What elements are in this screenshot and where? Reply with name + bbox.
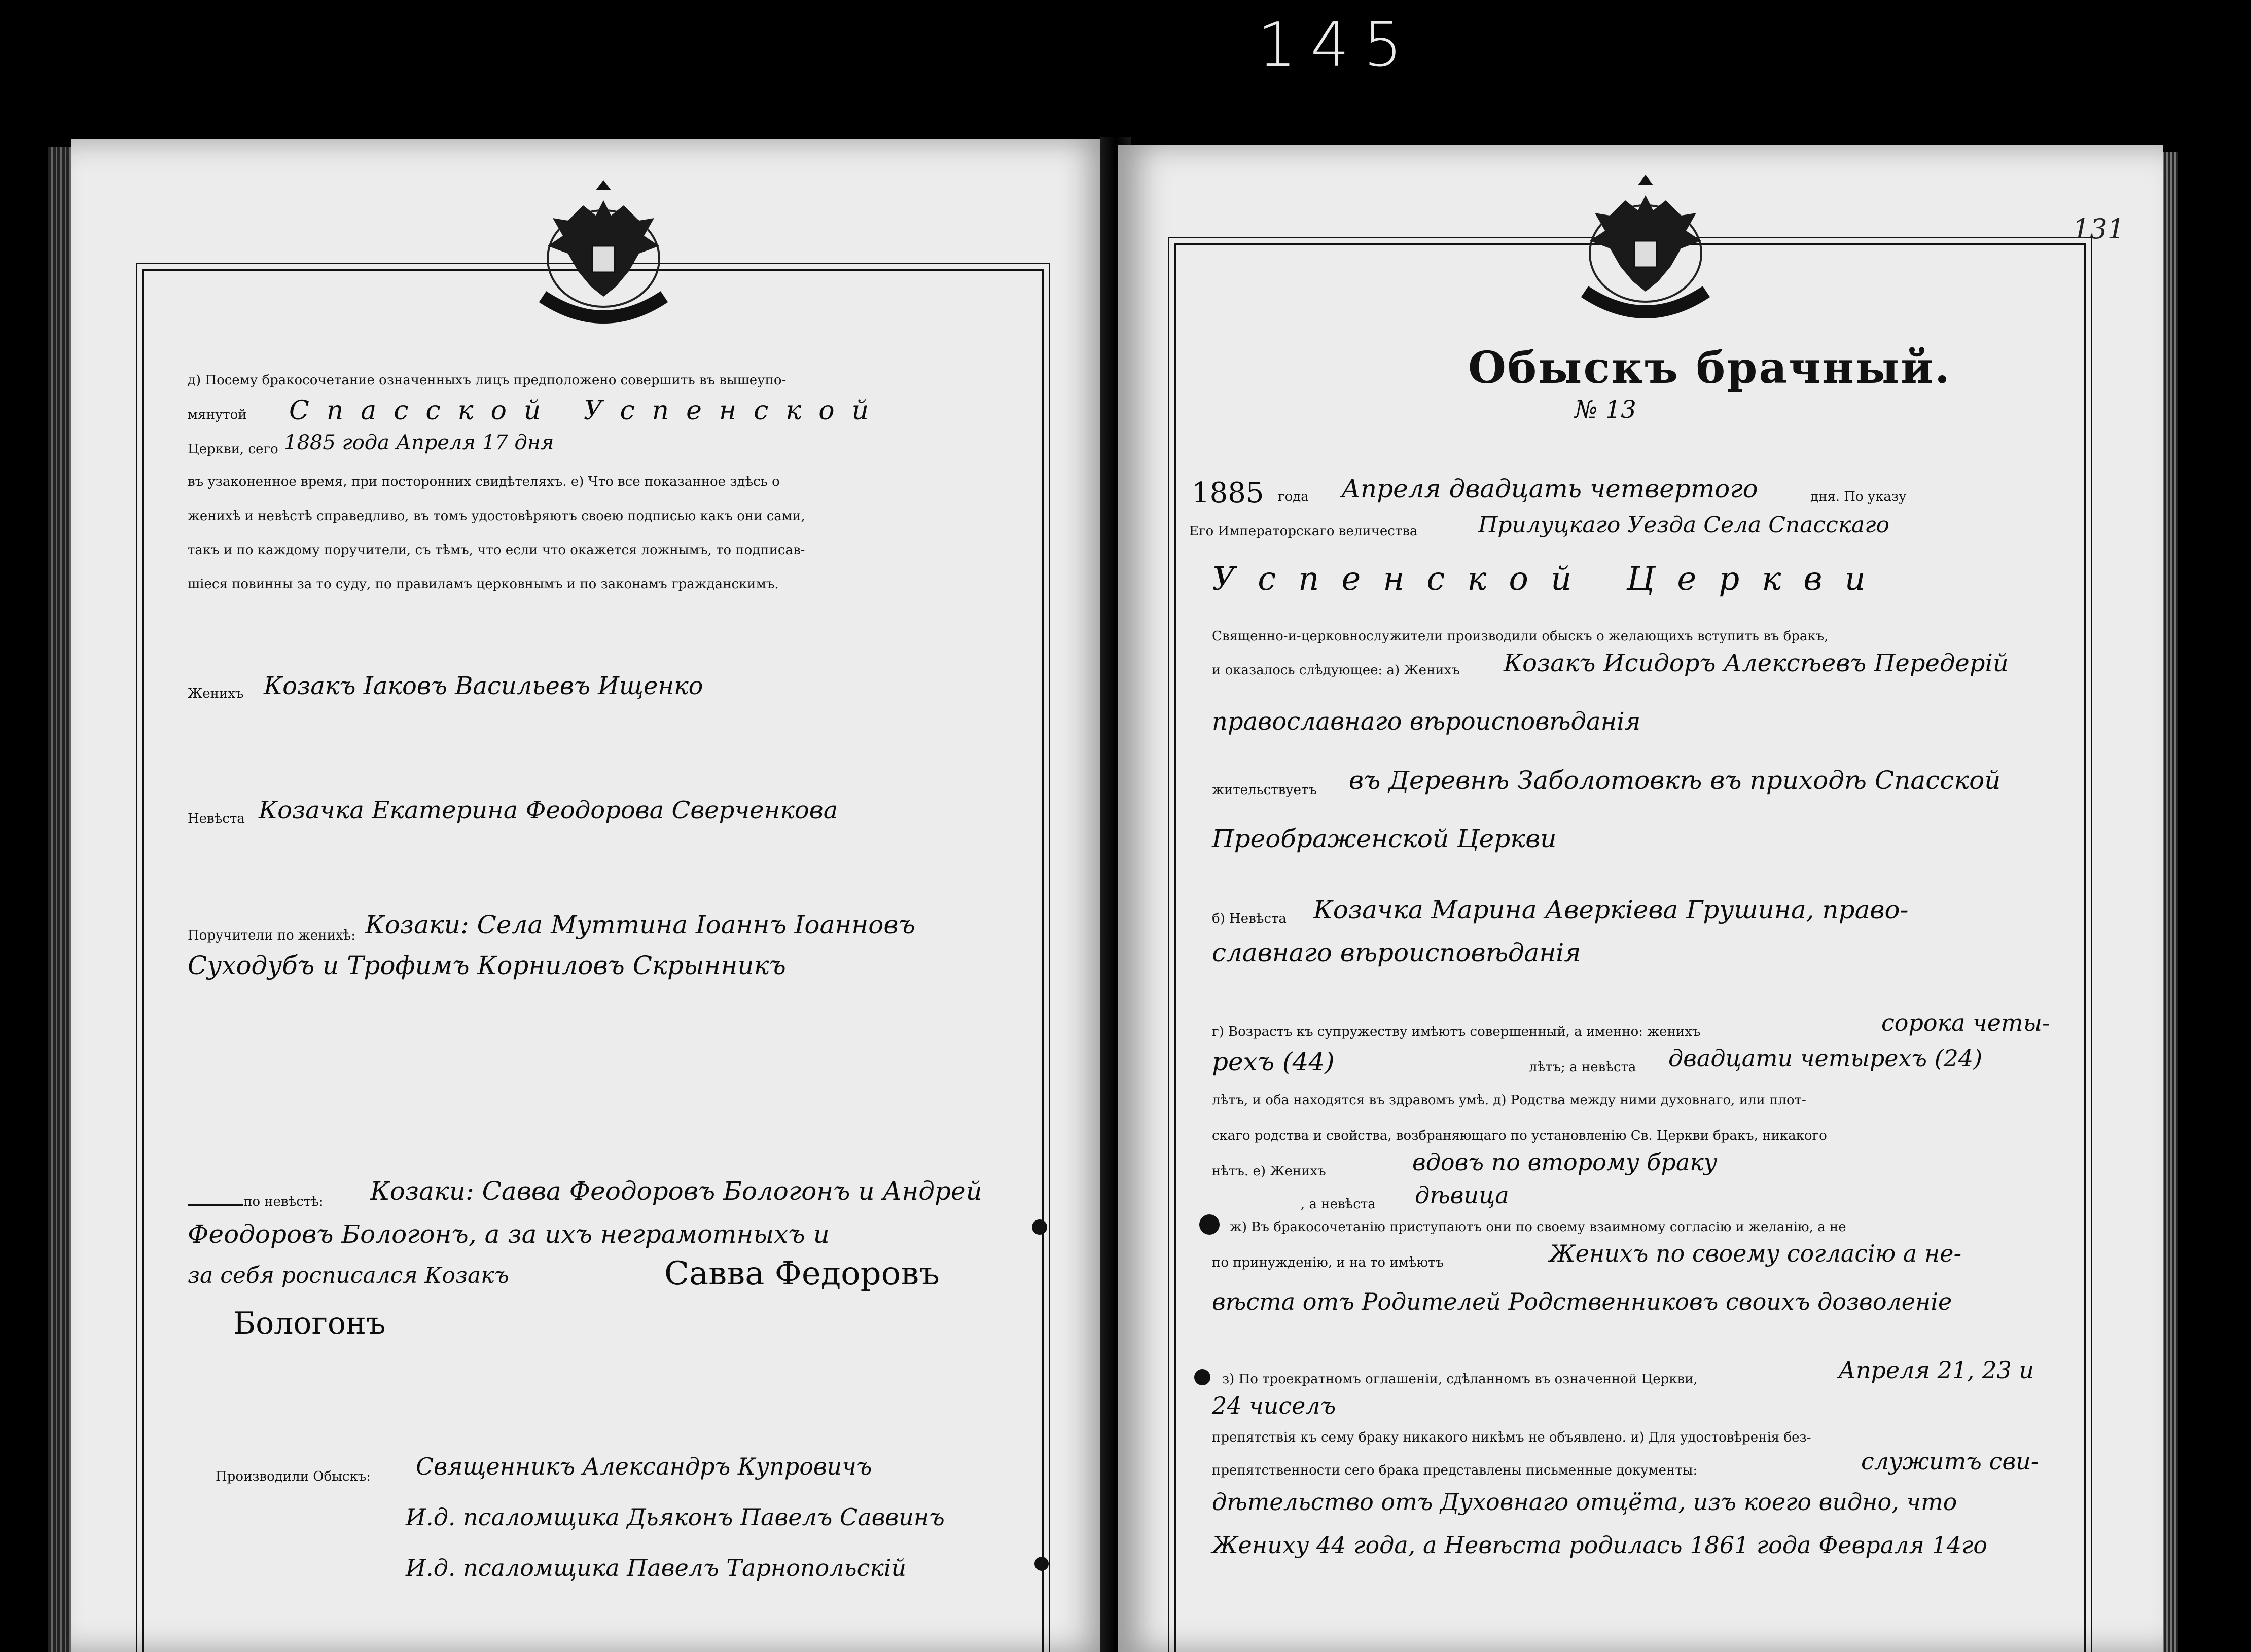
guarantors-bride-line1: Козаки: Савва Феодоровъ Бологонъ и Андрей <box>370 1176 982 1206</box>
signature-savva: Савва Федоровъ <box>664 1255 940 1292</box>
guarantors-bride-label <box>188 1194 324 1209</box>
investigator-psalmist: И.д. псаломщика Павелъ Тарнопольскiй <box>406 1554 907 1582</box>
groom-name-handwritten: Козакъ Iаковъ Васильевъ Ищенко <box>264 672 703 700</box>
guarantors-bride-line3: за себя росписался Козакъ <box>188 1263 509 1288</box>
groom-handwritten: Козакъ Исидоръ Алексѣевъ Передерiй <box>1504 649 2009 677</box>
guarantors-groom-label: Поручители по женихѣ: <box>188 928 355 943</box>
ink-blot <box>1034 1557 1049 1571</box>
parish-handwritten-2: Успенской Церкви <box>1212 560 1888 598</box>
bride-label: Невѣста <box>188 811 245 827</box>
day-label: дня. По указу <box>1810 489 1907 505</box>
paragraph-d-line5: женихѣ и невѣстѣ справедливо, въ томъ удостовѣряютъ своею подписью какъ они сами, <box>188 509 805 524</box>
groom-age-handwritten: сорока четы- <box>1881 1009 2050 1036</box>
page-number: 131 <box>2072 213 2125 245</box>
majesty-line: Его Императорскаго величества <box>1189 524 1418 539</box>
church-name-handwritten: Спасской Успенской <box>289 396 886 426</box>
paragraph-d-line6: такъ и по каждому поручители, съ тѣмъ, что если что окажется ложнымъ, то подписав- <box>188 543 805 558</box>
documents-handwritten-2: дѣтельство отъ Духовнаго отцёта, изъ коего видно, что <box>1212 1488 1957 1516</box>
documents-handwritten-1: служитъ сви- <box>1861 1448 2039 1475</box>
bride-status-label: , а невѣста <box>1301 1197 1376 1212</box>
year-handwritten: 1885 <box>1192 477 1264 510</box>
paragraph-d-line2-label: мянутой <box>188 407 247 422</box>
paragraph-d-line7: шiеся повинны за то суду, по правиламъ церковнымъ и по законамъ гражданскимъ. <box>188 577 779 592</box>
guarantors-bride-line2: Феодоровъ Бологонъ, а за ихъ неграмотныхъ и <box>188 1219 830 1249</box>
groom-faith-handwritten: православнаго вѣроисповѣданiя <box>1212 707 1641 736</box>
documents-handwritten-3: Жениху 44 года, а Невѣста родилась 1861 года Февраля 14го <box>1212 1531 1987 1559</box>
age-line1: г) Возрастъ къ супружеству имѣютъ совершенный, а именно: женихъ <box>1212 1024 1701 1039</box>
guarantors-bride-label-text: по невѣстѣ: <box>243 1194 324 1209</box>
double-headed-eagle-emblem-icon <box>1549 165 1742 332</box>
signature-bologon: Бологонъ <box>233 1306 386 1341</box>
bride-label: б) Невѣста <box>1212 911 1287 926</box>
guarantors-groom-line2: Суходубъ и Трофимъ Корниловъ Скрынникъ <box>188 951 786 980</box>
left-page <box>71 139 1111 1652</box>
clergy-line: Священно-и-церковнослужители производили обыскъ о желающихъ вступить въ бракъ, <box>1212 629 1829 644</box>
paragraph-d-line1: д) Посему бракосочетание означенныхъ лицъ предположено совершить въ вышеупо- <box>188 373 787 388</box>
groom-label: Женихъ <box>188 686 244 701</box>
bride-name-handwritten: Козачка Екатерина Феодорова Сверченкова <box>259 796 838 824</box>
marital-status-label: нѣтъ. е) Женихъ <box>1212 1164 1326 1179</box>
banns-dates-handwritten: Апреля 21, 23 и <box>1838 1356 2034 1384</box>
banns-line1: з) По троекратномъ оглашенiи, сдѣланномъ въ означенной Церкви, <box>1222 1372 1698 1387</box>
investigator-priest: Священникъ Александръ Купровичъ <box>416 1453 872 1480</box>
consent-handwritten-2: вѣста отъ Родителей Родственниковъ своихъ дозволенiе <box>1212 1288 1952 1315</box>
banns-line3: препятствiя къ сему браку никакого никѣмъ не объявлено. и) Для удостовѣренiя без- <box>1212 1430 1811 1445</box>
record-number: № 13 <box>1575 396 1636 424</box>
paragraph-d-line4: въ узаконенное время, при посторонних свидѣтеляхъ. е) Что все показанное здѣсь о <box>188 474 780 489</box>
age-line4: скаго родства и свойства, возбраняющаго по установленiю Св. Церкви бракъ, никакого <box>1212 1128 1827 1143</box>
paragraph-d-line3-label: Церкви, сего <box>188 442 278 457</box>
ink-blot <box>1032 1219 1047 1235</box>
age-line3: лѣтъ, и оба находятся въ здравомъ умѣ. д) Родства между ними духовнаго, или плот- <box>1212 1093 1806 1108</box>
investigator-deacon: И.д. псаломщика Дьяконъ Павелъ Саввинъ <box>406 1503 945 1531</box>
bride-handwritten-2: славнаго вѣроисповѣданiя <box>1212 938 1581 967</box>
consent-line1: ж) Въ бракосочетанiю приступаютъ они по своему взаимному согласiю и желанiю, а не <box>1230 1219 1846 1235</box>
ink-blot <box>1194 1369 1210 1385</box>
guarantors-groom-line1: Козаки: Села Муттина Iоаннъ Iоанновъ <box>365 910 915 940</box>
double-headed-eagle-emblem-icon <box>507 170 700 337</box>
bride-age-label: лѣтъ; а невѣста <box>1529 1060 1636 1075</box>
frame-number: 145 <box>1258 10 1417 81</box>
banns-dates-handwritten-2: 24 чиселъ <box>1212 1392 1336 1419</box>
consent-handwritten-1: Женихъ по своему согласiю а не- <box>1549 1240 1962 1267</box>
bride-handwritten-1: Козачка Марина Аверкiева Грушина, право- <box>1313 895 1909 924</box>
bride-status-handwritten: дѣвица <box>1415 1181 1509 1209</box>
residence-handwritten-2: Преображенской Церкви <box>1212 824 1557 853</box>
blank-underline <box>188 1204 243 1206</box>
date-handwritten: Апреля двадцать четвертого <box>1341 474 1758 504</box>
ink-blot <box>1199 1214 1220 1235</box>
groom-age-number: рехъ (44) <box>1212 1047 1335 1076</box>
documents-label: препятственности сего брака представлены письменные документы: <box>1212 1463 1698 1478</box>
parish-handwritten-1: Прилуцкаго Уезда Села Спасскаго <box>1478 512 1889 538</box>
right-page <box>1118 145 2163 1652</box>
bride-age-handwritten: двадцати четырехъ (24) <box>1668 1045 1983 1072</box>
investigators-label: Производили Обыскъ: <box>216 1469 371 1484</box>
year-label: года <box>1278 489 1309 505</box>
residence-handwritten-1: въ Деревнѣ Заболотовкѣ въ приходѣ Спасской <box>1349 766 2001 795</box>
residence-label: жительствуетъ <box>1212 782 1317 798</box>
groom-intro: и оказалось слѣдующее: а) Женихъ <box>1212 663 1460 678</box>
document-title: Обыскъ брачный. <box>1468 342 1951 393</box>
consent-line2: по принужденiю, и на то имѣютъ <box>1212 1255 1444 1270</box>
groom-status-handwritten: вдовъ по второму браку <box>1412 1148 1718 1176</box>
marriage-date-handwritten: 1885 года Апреля 17 дня <box>284 431 554 454</box>
